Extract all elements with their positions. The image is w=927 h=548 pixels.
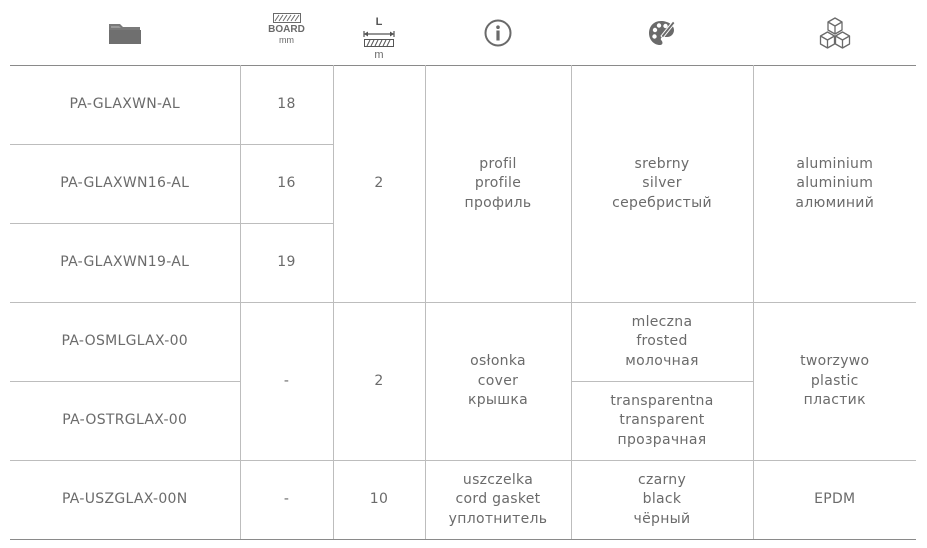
color-cell xyxy=(571,66,753,303)
length-cell: 2 xyxy=(333,303,425,461)
palette-icon xyxy=(648,19,676,47)
info-en: profile xyxy=(474,175,522,192)
info-cell xyxy=(425,303,571,461)
header-cell-info xyxy=(425,0,571,66)
color-en: transparent xyxy=(619,412,705,429)
length-icon xyxy=(359,16,399,62)
info-pl: uszczelka xyxy=(462,471,534,488)
material-ru: пластик xyxy=(803,392,866,409)
info-en: cover xyxy=(477,372,519,389)
code-cell: PA-GLAXWN19-AL xyxy=(10,224,240,303)
color-ru: молочная xyxy=(625,352,699,369)
info-ru: профиль xyxy=(464,194,532,211)
board-cell: 16 xyxy=(240,145,333,224)
code-cell: PA-GLAXWN-AL xyxy=(10,66,240,145)
header-cell-length xyxy=(333,0,425,66)
color-cell xyxy=(571,461,753,540)
color-ru: чёрный xyxy=(633,510,691,527)
color-pl: mleczna xyxy=(631,313,693,330)
material-en: aluminium xyxy=(796,175,874,192)
material-ru: алюминий xyxy=(795,194,875,211)
material-pl: aluminium xyxy=(796,155,874,172)
code-cell: PA-OSTRGLAX-00 xyxy=(10,382,240,461)
color-en: frosted xyxy=(636,333,688,350)
length-unit: m xyxy=(374,49,384,61)
cubes-icon xyxy=(818,17,852,49)
length-label: L xyxy=(375,16,383,28)
color-cell xyxy=(571,382,753,461)
info-en: cord gasket xyxy=(455,491,541,508)
code-cell: PA-OSMLGLAX-00 xyxy=(10,303,240,382)
table-row xyxy=(10,461,916,540)
info-cell xyxy=(425,66,571,303)
color-cell xyxy=(571,303,753,382)
code-cell: PA-GLAXWN16-AL xyxy=(10,145,240,224)
material-cell: EPDM xyxy=(753,461,916,540)
table-header xyxy=(10,0,915,66)
table-row xyxy=(10,303,916,382)
header-cell-code xyxy=(10,0,240,66)
material-pl: tworzywo xyxy=(800,353,870,370)
board-icon xyxy=(267,13,307,53)
board-cell: 18 xyxy=(240,66,333,145)
info-ru: уплотнитель xyxy=(448,510,548,527)
info-cell xyxy=(425,461,571,540)
color-en: silver xyxy=(642,175,682,192)
length-cell: 2 xyxy=(333,66,425,303)
board-label: BOARD xyxy=(268,24,305,35)
info-pl: profil xyxy=(479,155,517,172)
length-cell: 10 xyxy=(333,461,425,540)
info-pl: osłonka xyxy=(470,353,526,370)
color-pl: srebrny xyxy=(634,155,690,172)
board-cell: - xyxy=(240,461,333,540)
table-row xyxy=(10,66,916,145)
color-ru: серебристый xyxy=(612,194,712,211)
header-cell-color xyxy=(571,0,753,66)
header-cell-material xyxy=(753,0,916,66)
code-cell: PA-USZGLAX-00N xyxy=(10,461,240,540)
spec-table xyxy=(10,65,916,540)
material-cell xyxy=(753,66,916,303)
info-icon xyxy=(484,19,512,47)
header-cell-board xyxy=(240,0,333,66)
color-pl: czarny xyxy=(637,471,687,488)
material-cell xyxy=(753,303,916,461)
color-en: black xyxy=(642,491,682,508)
color-pl: transparentna xyxy=(610,392,714,409)
board-cell: 19 xyxy=(240,224,333,303)
board-cell: - xyxy=(240,303,333,461)
board-unit: mm xyxy=(279,35,294,45)
folder-icon xyxy=(108,21,142,45)
info-ru: крышка xyxy=(467,392,529,409)
material-en: plastic xyxy=(810,372,859,389)
color-ru: прозрачная xyxy=(617,431,707,448)
